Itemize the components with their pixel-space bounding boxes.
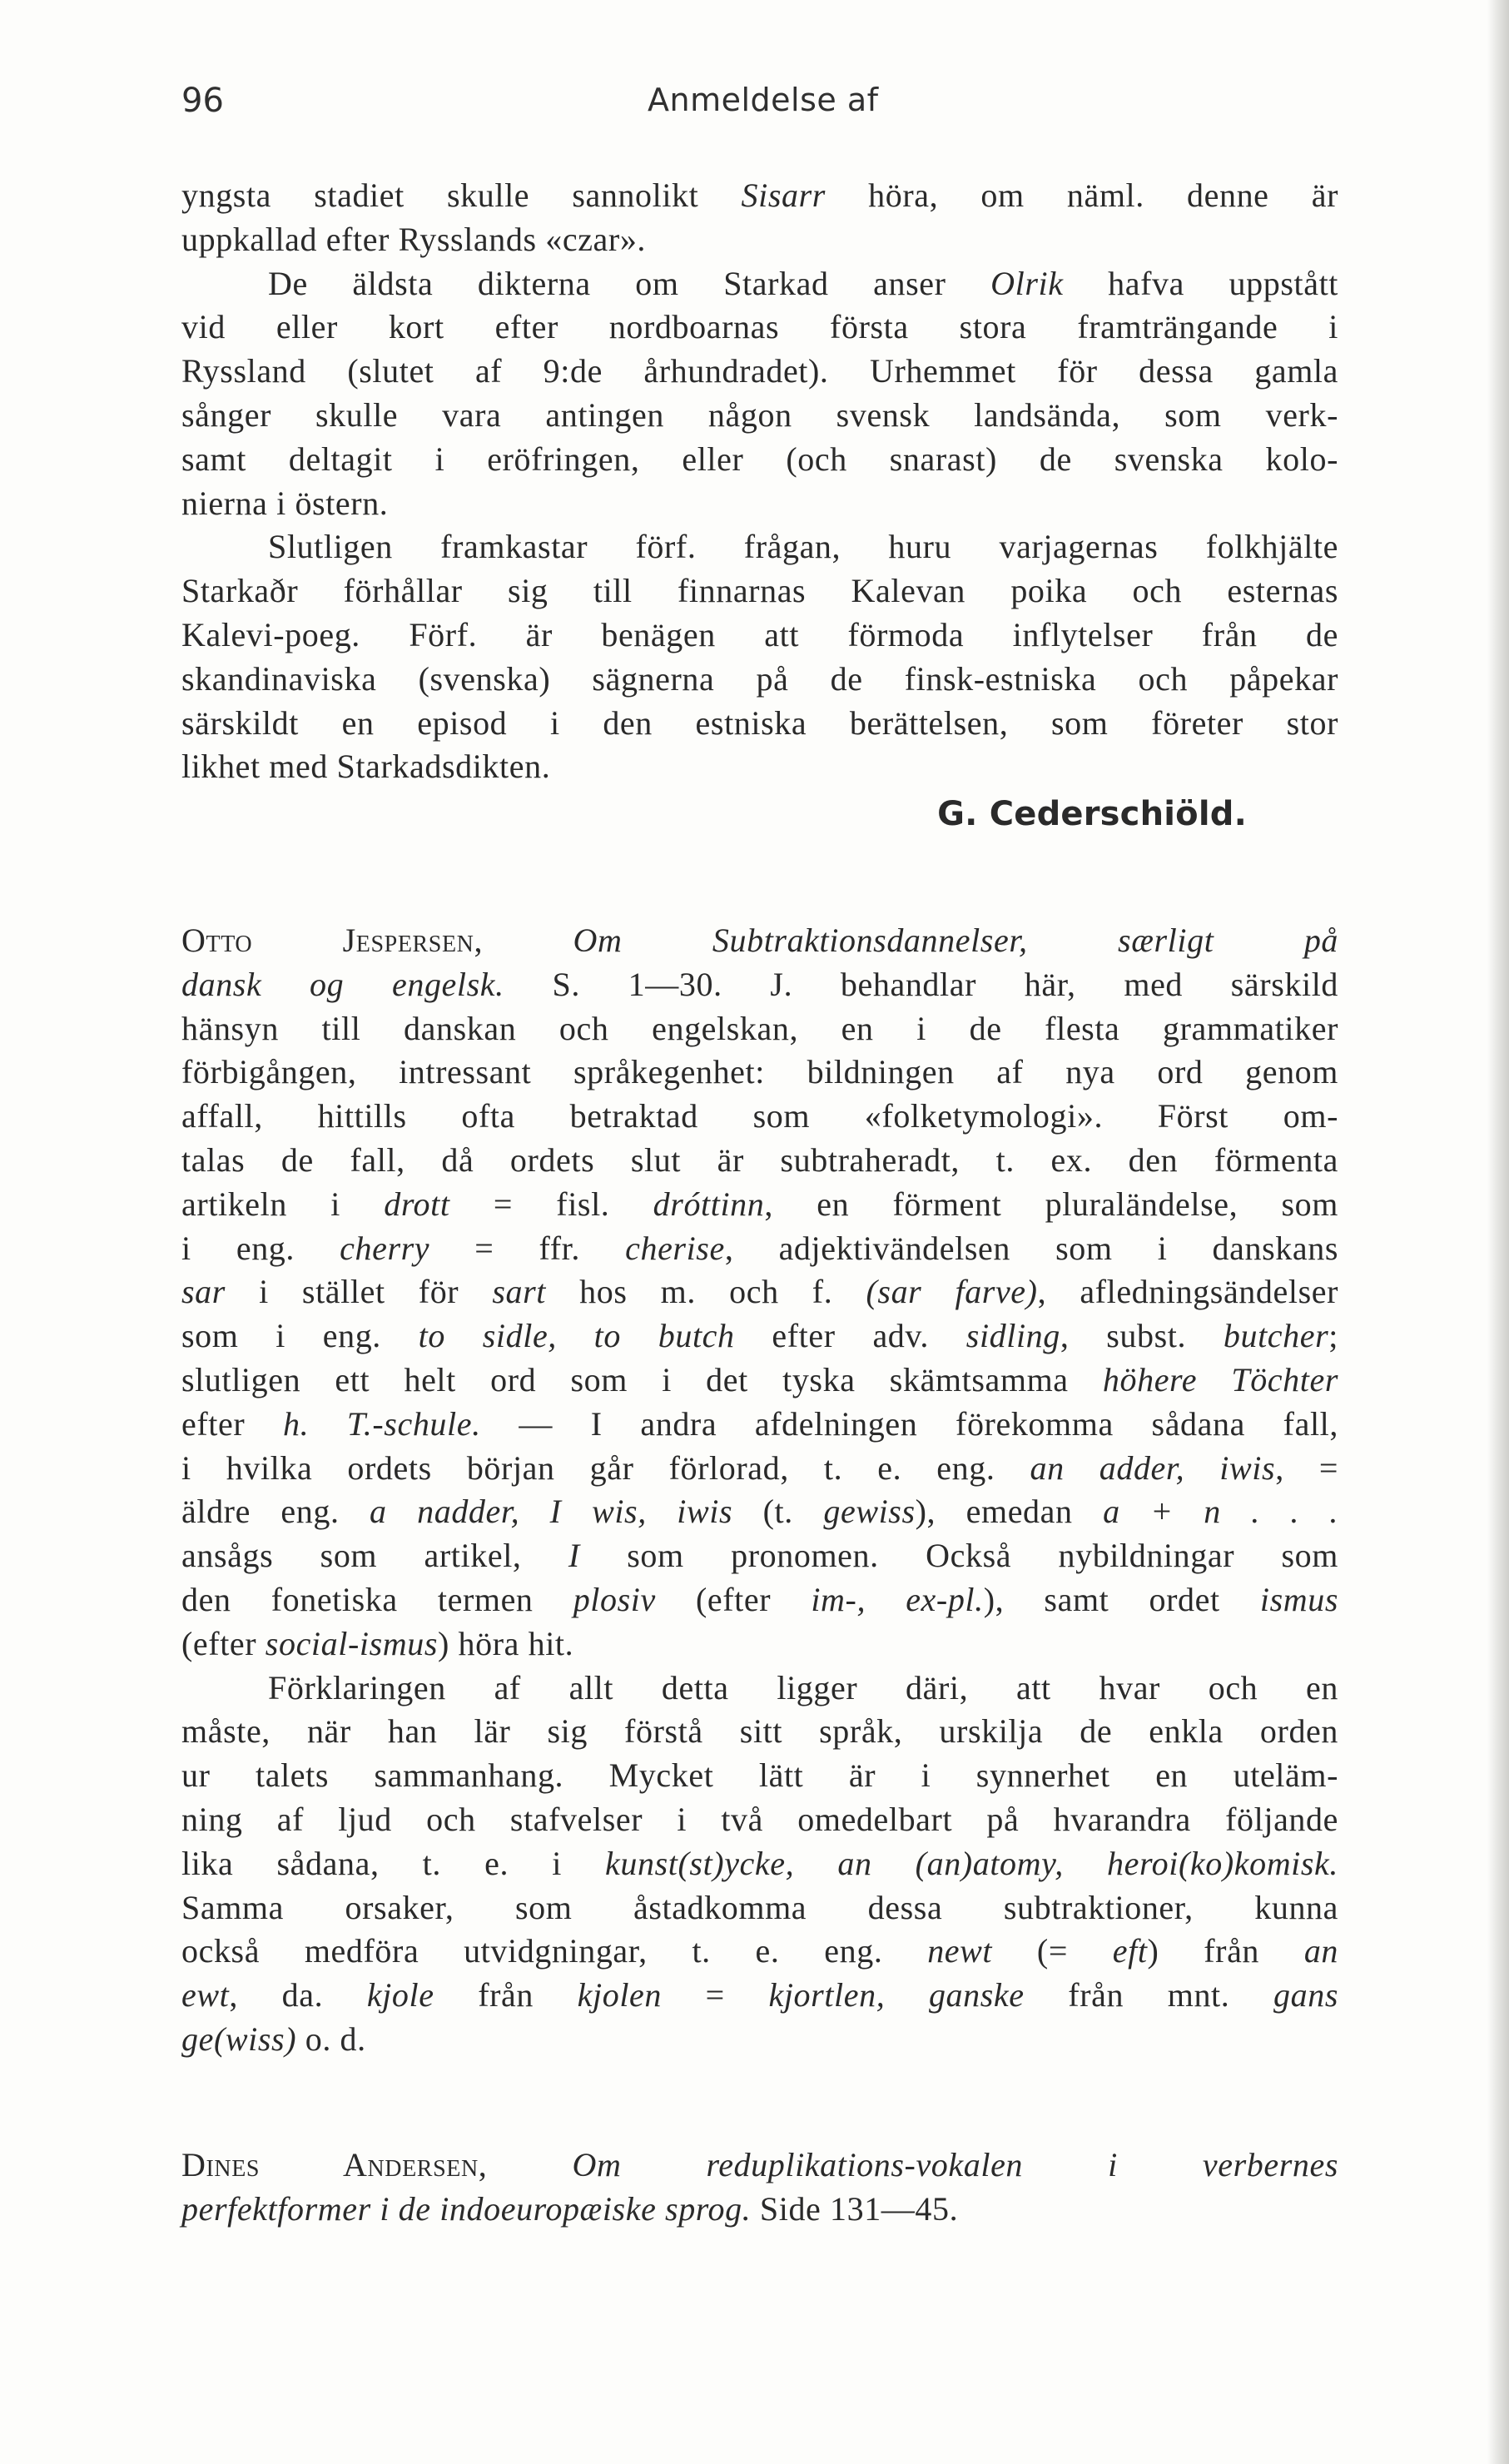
text-line: [181, 262, 1338, 306]
text-run: kunst(st)ycke, an (an)atomy, heroi(ko)komisk.: [605, 1844, 1339, 1882]
text-run: skandinaviska (svenska) sägnerna på de finsk-estniska och påpekar: [181, 659, 1338, 698]
text-run: gewiss: [823, 1493, 916, 1531]
text-run: uppkallad efter Rysslands «czar».: [181, 220, 647, 258]
text-run: cherise: [625, 1229, 725, 1267]
text-line: [181, 1930, 1338, 1974]
text-run: kjolen: [577, 1976, 663, 2014]
text-run: i stället för: [225, 1273, 493, 1311]
text-line: [181, 658, 1338, 702]
text-line: [181, 1754, 1338, 1798]
text-run: ), samt ordet: [983, 1580, 1260, 1618]
review-section-3: [181, 2144, 1338, 2232]
text-line: [181, 1403, 1338, 1447]
text-run: från: [434, 1976, 578, 2014]
text-run: i hvilka ordets början går förlorad, t. e. eng.: [181, 1448, 1030, 1487]
text-run: ,: [478, 2146, 573, 2183]
text-run: o. d.: [296, 2019, 366, 2058]
text-run: måste, när han lär sig förstå sitt språk, urskilja de enkla orden: [181, 1712, 1338, 1751]
text-run: sar: [181, 1273, 226, 1311]
text-line: [181, 745, 1338, 789]
text-line: [181, 438, 1338, 482]
text-line: [181, 306, 1338, 350]
text-run: höra, om näml. denne är: [825, 176, 1338, 214]
text-run: a + n . . .: [1103, 1493, 1339, 1531]
text-line: [181, 1447, 1338, 1491]
text-run: ) höra hit.: [438, 1624, 574, 1662]
text-run: De äldsta dikterna om Starkad anser: [268, 264, 991, 302]
text-run: förbigången, intressant språkegenhet: bildningen af nya ord genom: [181, 1053, 1338, 1091]
text-line: [181, 1667, 1338, 1711]
text-line: [181, 2188, 1338, 2232]
text-run: dróttinn: [653, 1185, 765, 1223]
text-run: gans: [1273, 1976, 1338, 2014]
text-run: (=: [992, 1932, 1113, 1970]
text-run: Otto Jespersen: [181, 922, 474, 959]
text-run: an adder, iwis: [1030, 1448, 1276, 1487]
text-line: [181, 963, 1338, 1007]
text-run: drott: [384, 1185, 450, 1223]
text-run: nierna i östern.: [181, 484, 389, 522]
text-run: lika sådana, t. e. i: [181, 1844, 606, 1882]
text-run: efter adv.: [734, 1317, 966, 1355]
page-number: 96: [181, 82, 224, 120]
text-line: [181, 1183, 1338, 1227]
text-run: kjortlen, ganske: [768, 1976, 1025, 2014]
text-run: artikeln i: [181, 1185, 385, 1223]
text-run: newt: [927, 1932, 993, 1970]
text-run: som i eng.: [181, 1317, 419, 1355]
text-run: Om reduplikations-vokalen i verbernes: [572, 2146, 1338, 2183]
text-run: sidling: [965, 1317, 1060, 1355]
text-line: [181, 394, 1338, 438]
text-run: i eng.: [181, 1229, 340, 1267]
text-run: hos m. och f.: [546, 1273, 866, 1311]
text-run: perfektformer i de indoeuropæiske sprog.: [181, 2189, 752, 2228]
page-edge-shadow: [1487, 0, 1509, 2464]
text-run: — I andra afdelningen förekomma sådana fall,: [480, 1404, 1338, 1443]
text-run: ewt: [181, 1976, 230, 2014]
text-run: , =: [1275, 1448, 1339, 1487]
text-run: samt deltagit i eröfringen, eller (och snarast) de svenska kolo-: [181, 440, 1338, 478]
text-line: [181, 1622, 1338, 1667]
text-run: sånger skulle vara antingen någon svensk landsända, som verk-: [181, 395, 1338, 434]
text-line: [181, 1490, 1338, 1534]
text-run: ismus: [1259, 1580, 1338, 1618]
text-run: Starkaðr förhållar sig till finnarnas Kalevan poika och esternas: [181, 572, 1338, 610]
page-header: [181, 82, 1338, 132]
text-line: [181, 569, 1338, 614]
text-line: [181, 1710, 1338, 1754]
text-line: [181, 1007, 1338, 1051]
running-head: Anmeldelse af: [648, 82, 879, 118]
text-run: = fisl.: [449, 1185, 653, 1223]
text-run: Förklaringen af allt detta ligger däri, att hvar och en: [268, 1668, 1338, 1706]
text-line: [181, 1314, 1338, 1359]
text-run: ) från: [1147, 1932, 1304, 1970]
text-run: särskildt en episod i den estniska berättelsen, som företer stor: [181, 703, 1338, 742]
text-run: äldre eng.: [181, 1493, 370, 1531]
text-run: h. T.-schule.: [282, 1404, 481, 1443]
text-run: Olrik: [990, 264, 1064, 302]
text-run: yngsta stadiet skulle sannolikt: [181, 176, 742, 214]
text-run: S. 1—30. J. behandlar här, med särskild: [504, 965, 1339, 1003]
text-run: ning af ljud och stafvelser i två omedelbart på hvarandra följande: [181, 1800, 1338, 1838]
text-line: [181, 482, 1338, 526]
reviewer-signature: G. Cederschiöld.: [937, 795, 1247, 834]
text-run: plosiv: [573, 1580, 656, 1618]
text-run: ge(wiss): [181, 2019, 297, 2058]
text-line: [181, 174, 1338, 218]
text-run: im-, ex-pl.: [811, 1580, 984, 1618]
text-run: hafva uppstått: [1063, 264, 1338, 302]
text-run: hänsyn till danskan och engelskan, en i de flesta grammatiker: [181, 1009, 1338, 1047]
text-run: (efter: [655, 1580, 812, 1618]
text-run: höhere Töchter: [1102, 1360, 1338, 1398]
text-run: to sidle, to butch: [418, 1317, 735, 1355]
text-run: Side 131—45.: [751, 2189, 959, 2228]
text-line: [181, 1534, 1338, 1578]
text-line: [181, 2144, 1338, 2188]
review-3-paragraphs: [181, 2144, 1338, 2232]
text-line: [181, 702, 1338, 746]
text-run: (sar farve): [866, 1273, 1038, 1311]
review-section-1: [181, 174, 1338, 839]
text-run: Sisarr: [741, 176, 826, 214]
text-run: , da.: [229, 1976, 367, 2014]
review-1-paragraphs: [181, 174, 1338, 789]
text-run: dansk og engelsk.: [181, 965, 504, 1003]
text-run: , afledningsändelser: [1037, 1273, 1339, 1311]
text-line: [181, 1886, 1338, 1930]
text-line: [181, 1227, 1338, 1271]
text-run: an: [1303, 1932, 1339, 1970]
text-run: talas de fall, då ordets slut är subtraheradt, t. ex. den förmenta: [181, 1140, 1338, 1179]
text-run: = ffr.: [429, 1229, 626, 1267]
text-line: [181, 1095, 1338, 1139]
text-run: ), emedan: [915, 1493, 1104, 1531]
text-run: (t.: [732, 1493, 824, 1531]
text-run: som pronomen. Också nybildningar som: [579, 1537, 1338, 1575]
text-run: ansågs som artikel,: [181, 1537, 568, 1575]
text-run: Dines Andersen: [181, 2146, 479, 2183]
text-run: , adjektivändelsen som i danskans: [724, 1229, 1338, 1267]
review-section-2: [181, 919, 1338, 2062]
text-run: (efter: [181, 1624, 266, 1662]
text-line: [181, 525, 1338, 569]
text-run: från mnt.: [1024, 1976, 1274, 2014]
text-run: a nadder, I wis, iwis: [370, 1493, 733, 1531]
text-line: [181, 614, 1338, 658]
text-run: den fonetiska termen: [181, 1580, 573, 1618]
text-run: Slutligen framkastar förf. frågan, huru varjagernas folkhjälte: [268, 528, 1338, 566]
text-run: Samma orsaker, som åstadkomma dessa subtraktioner, kunna: [181, 1888, 1338, 1926]
review-2-paragraphs: [181, 919, 1338, 2062]
text-run: , subst.: [1060, 1317, 1224, 1355]
text-line: [181, 1051, 1338, 1095]
text-run: också medföra utvidgningar, t. e. eng.: [181, 1932, 928, 1970]
text-line: [181, 1974, 1338, 2018]
text-run: kjole: [366, 1976, 434, 2014]
text-run: Om Subtraktionsdannelser, særligt på: [573, 922, 1339, 959]
text-line: [181, 1798, 1338, 1842]
text-run: =: [662, 1976, 769, 2014]
text-line: [181, 1842, 1338, 1886]
text-run: Kalevi-poeg. Förf. är benägen att förmoda inflytelser från de: [181, 615, 1338, 653]
text-run: eft: [1112, 1932, 1148, 1970]
text-run: I: [568, 1537, 580, 1575]
text-run: social-ismus: [265, 1624, 438, 1662]
text-line: [181, 1578, 1338, 1622]
text-run: ur talets sammanhang. Mycket lätt är i synnerhet en uteläm-: [181, 1756, 1338, 1795]
text-run: sart: [492, 1273, 547, 1311]
text-run: ,: [474, 922, 573, 959]
text-run: Ryssland (slutet af 9:de århundradet). Urhemmet för dessa gamla: [181, 352, 1338, 390]
text-run: affall, hittills ofta betraktad som «folketymologi». Först om-: [181, 1097, 1338, 1135]
text-run: vid eller kort efter nordboarnas första stora framträngande i: [181, 308, 1338, 346]
text-run: , en förment pluraländelse, som: [764, 1185, 1338, 1223]
text-line: [181, 919, 1338, 963]
text-line: [181, 1270, 1338, 1314]
text-line: [181, 350, 1338, 394]
text-line: [181, 1139, 1338, 1183]
text-run: likhet med Starkadsdikten.: [181, 748, 551, 786]
text-run: butcher: [1223, 1317, 1329, 1355]
text-run: cherry: [340, 1229, 430, 1267]
text-run: slutligen ett helt ord som i det tyska skämtsamma: [181, 1360, 1103, 1398]
text-run: efter: [181, 1404, 283, 1443]
text-line: [181, 218, 1338, 262]
text-line: [181, 2018, 1338, 2062]
text-line: [181, 1359, 1338, 1403]
text-run: ;: [1328, 1317, 1338, 1355]
